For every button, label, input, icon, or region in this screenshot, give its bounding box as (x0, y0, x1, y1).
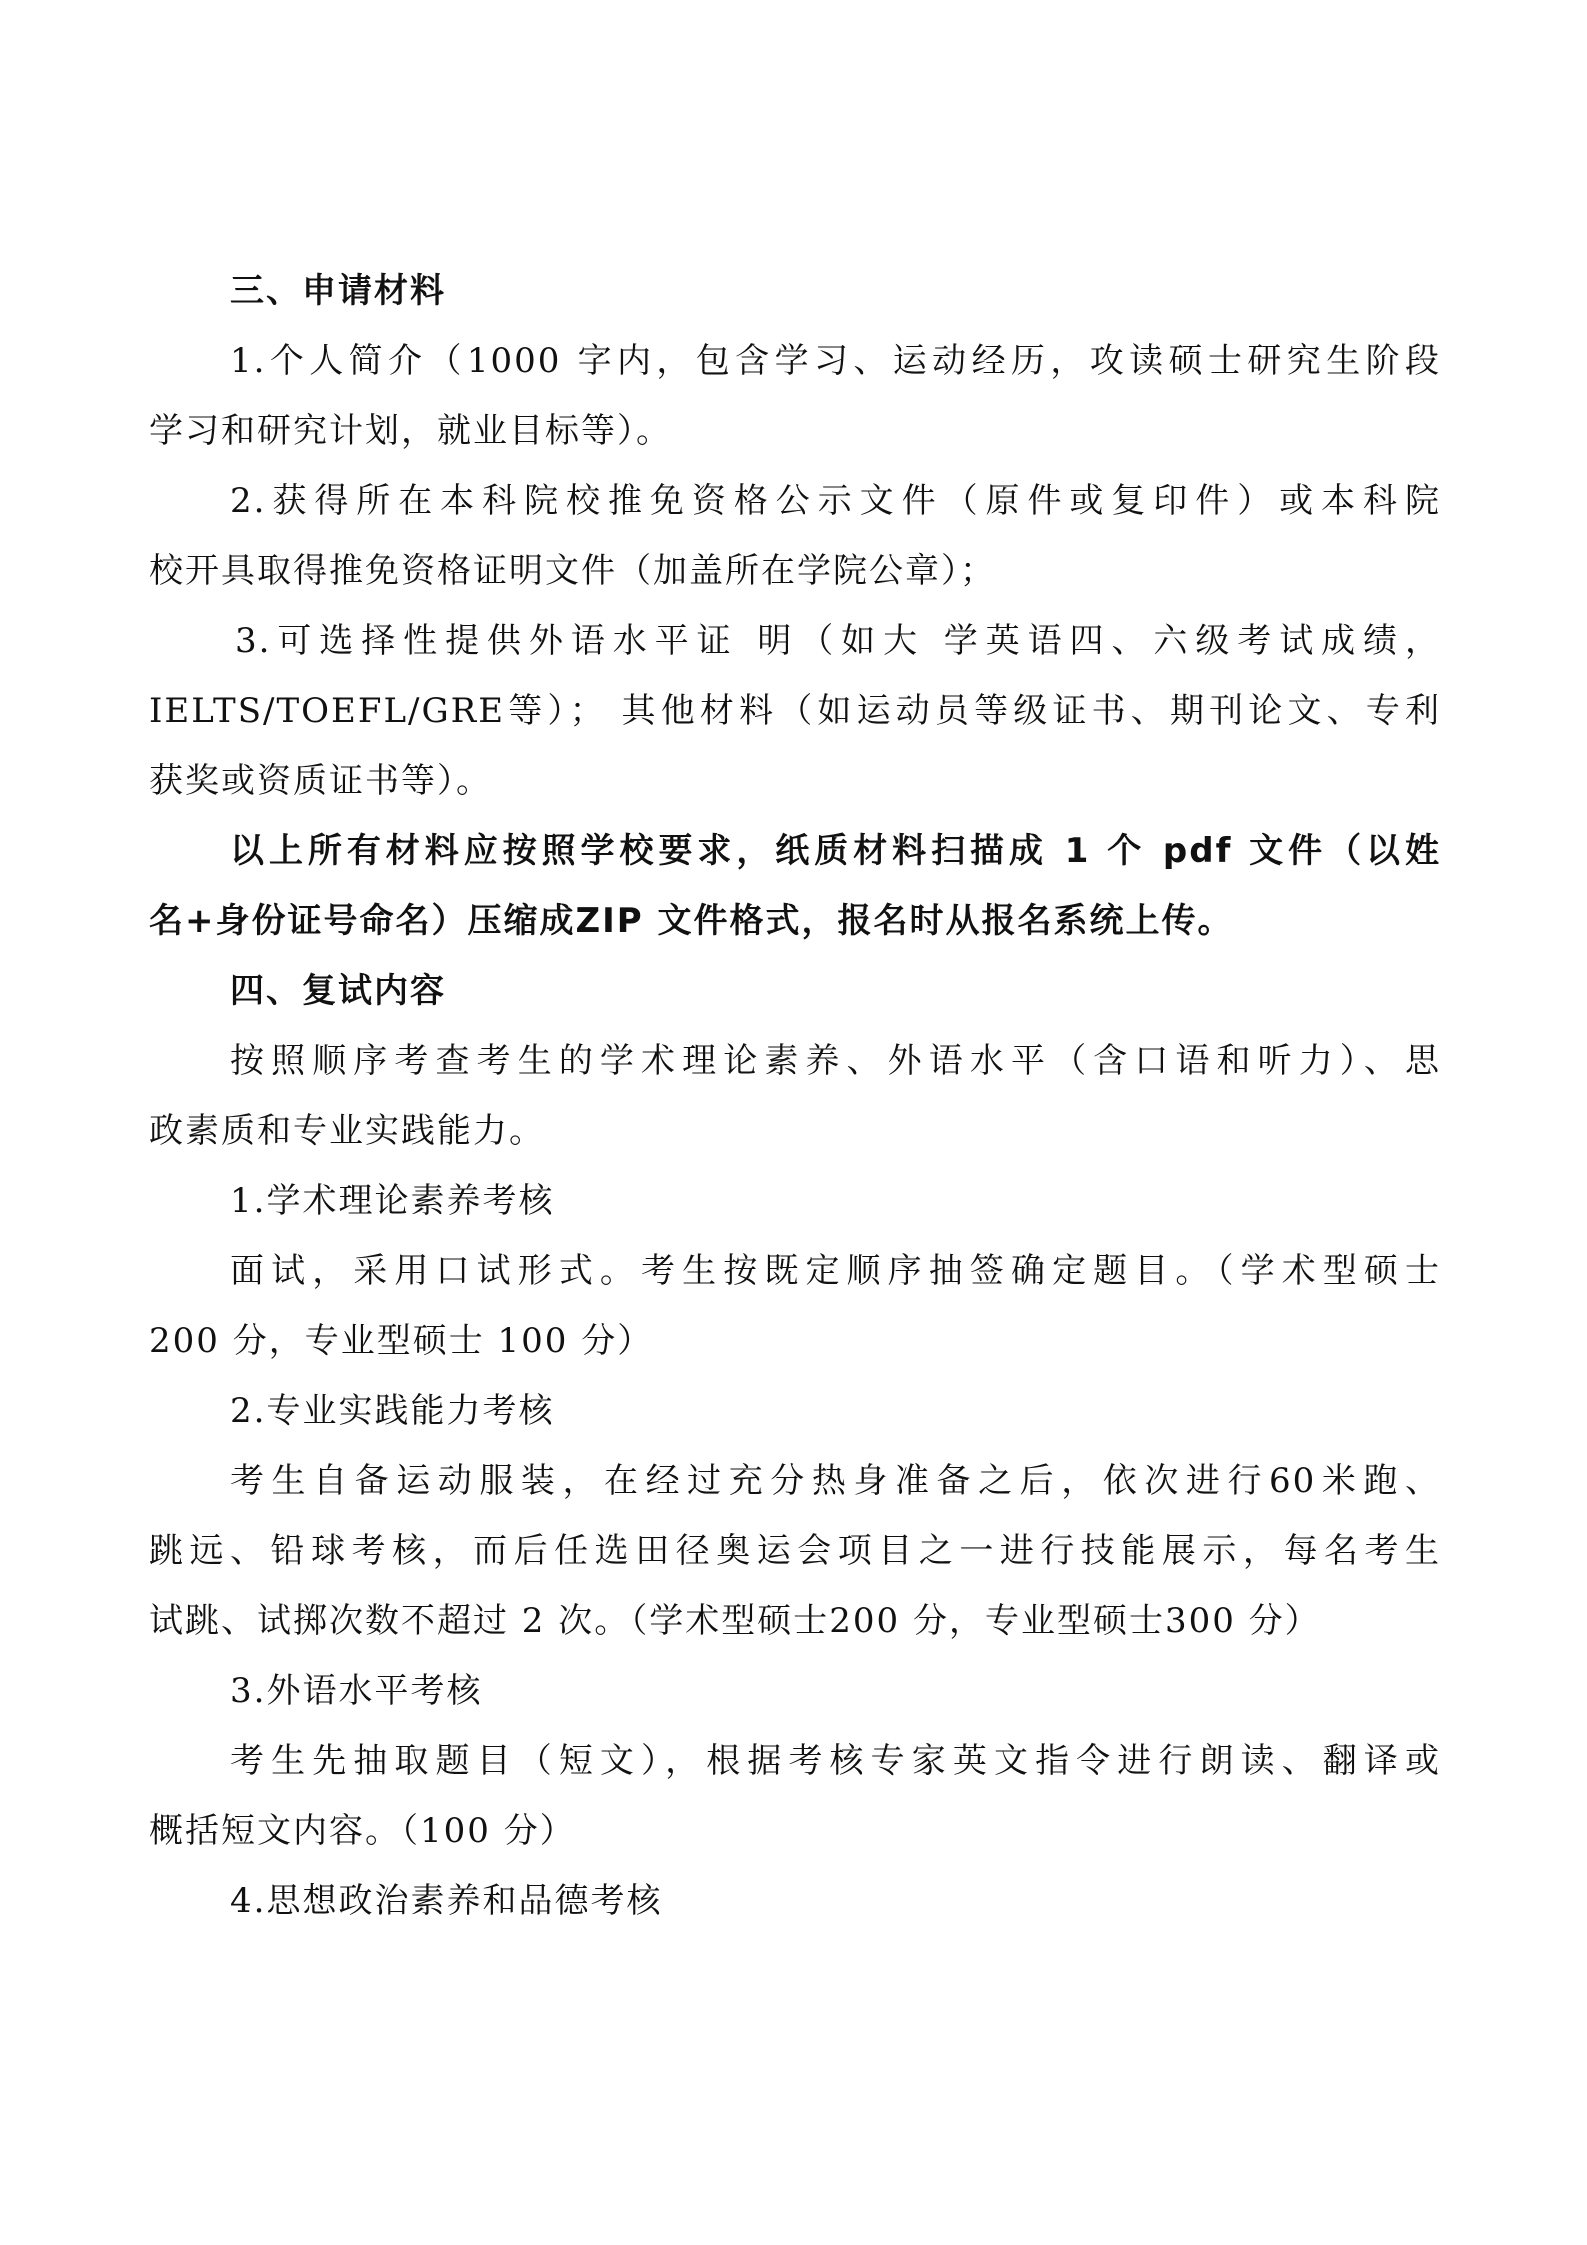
retest-sub-3-title: 3.外语水平考核 (230, 1671, 483, 1711)
retest-sub-3-line-1: 考生先抽取题目（短文），根据考核专家英文指令进行朗读、翻译或 (230, 1741, 1441, 1781)
material-item-3-line-3: 获奖或资质证书等）。 (149, 761, 492, 801)
retest-sub-2-line-3: 试跳、试掷次数不超过 2 次。（学术型硕士200 分，专业型硕士300 分） (149, 1601, 1321, 1641)
retest-sub-4-title: 4.思想政治素养和品德考核 (230, 1881, 663, 1921)
material-note-line-1: 以上所有材料应按照学校要求，纸质材料扫描成 1 个 pdf 文件（以姓 (230, 831, 1441, 871)
material-item-3-line-2: IELTS/TOEFL/GRE等）； 其他材料（如运动员等级证书、期刊论文、专利 (149, 691, 1441, 731)
retest-sub-1-title: 1.学术理论素养考核 (230, 1181, 555, 1221)
retest-sub-2-line-1: 考生自备运动服装，在经过充分热身准备之后，依次进行60米跑、 (230, 1461, 1441, 1501)
material-note-line-2: 名+身份证号命名）压缩成ZIP 文件格式，报名时从报名系统上传。 (149, 901, 1234, 941)
material-item-1-line-2: 学习和研究计划，就业目标等）。 (149, 411, 672, 451)
retest-intro-line-1: 按照顺序考查考生的学术理论素养、外语水平（含口语和听力）、思 (230, 1041, 1441, 1081)
section-4-heading: 四、复试内容 (230, 971, 446, 1011)
material-item-2-line-2: 校开具取得推免资格证明文件（加盖所在学院公章）； (149, 551, 996, 591)
retest-sub-2-title: 2.专业实践能力考核 (230, 1391, 555, 1431)
material-item-2-line-1: 2.获得所在本科院校推免资格公示文件（原件或复印件）或本科院 (230, 481, 1441, 521)
material-item-1-line-1: 1.个人简介（1000 字内，包含学习、运动经历，攻读硕士研究生阶段 (230, 341, 1441, 381)
section-3-heading: 三、申请材料 (230, 271, 446, 311)
retest-intro-line-2: 政素质和专业实践能力。 (149, 1111, 545, 1151)
material-item-3-line-1: 3.可选择性提供外语水平证 明（如大 学英语四、六级考试成绩， (235, 621, 1441, 661)
retest-sub-2-line-2: 跳远、铅球考核，而后任选田径奥运会项目之一进行技能展示，每名考生 (149, 1531, 1441, 1571)
retest-sub-1-line-2: 200 分，专业型硕士 100 分） (149, 1321, 654, 1361)
retest-sub-1-line-1: 面试，采用口试形式。考生按既定顺序抽签确定题目。（学术型硕士 (230, 1251, 1441, 1291)
retest-sub-3-line-2: 概括短文内容。（100 分） (149, 1811, 576, 1851)
document-body (149, 256, 1441, 1936)
